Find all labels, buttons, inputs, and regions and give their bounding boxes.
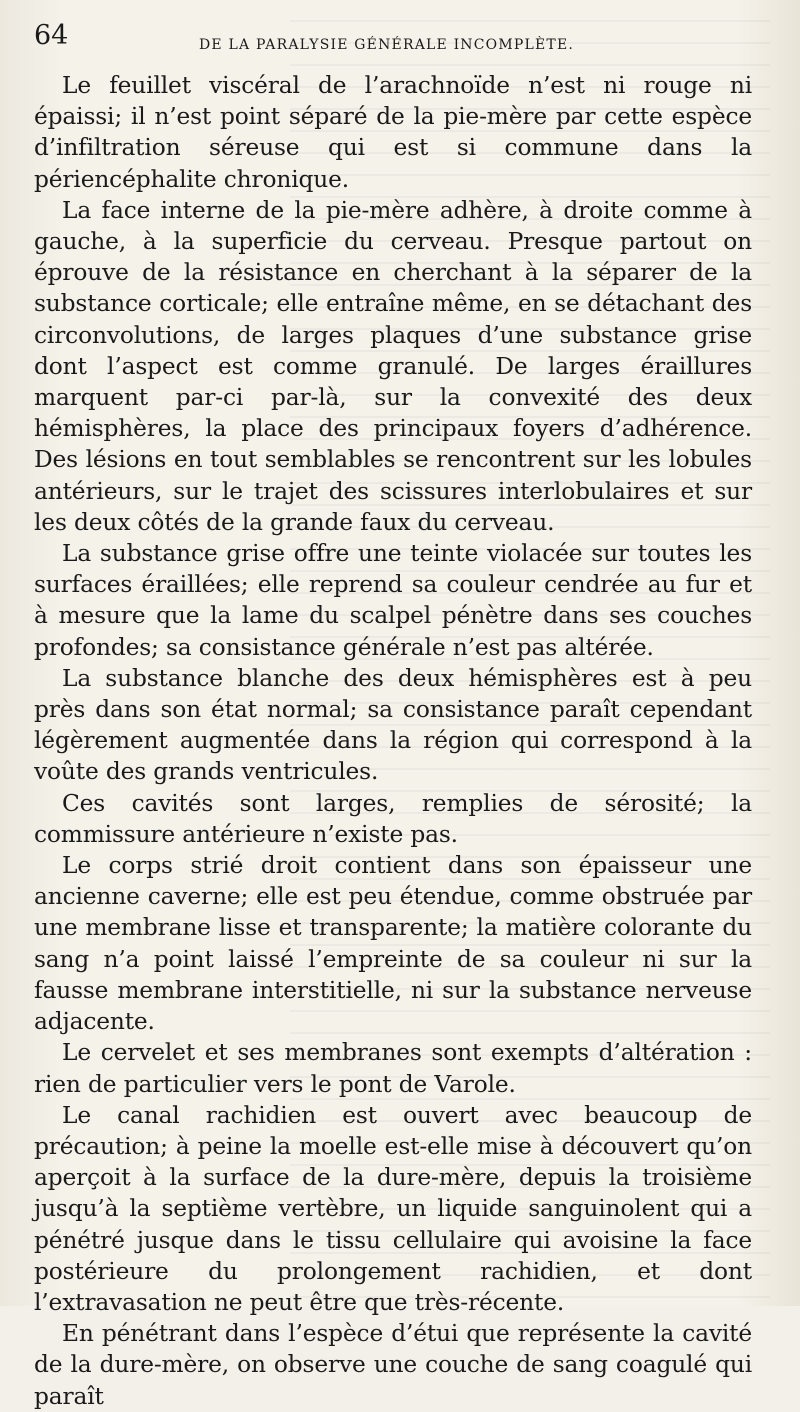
page-number: 64 <box>34 20 69 51</box>
paragraph: La face interne de la pie-mère adhère, à droite comme à gauche, à la superficie du cerveau. Presque partout on éprouve de la résistance en cherchant à la séparer de la substance corticale; elle entraîne même, en se détachant des circonvolutions, de larges plaques d’une substance grise dont l’aspect est comme granulé. De larges éraillures marquent par-ci par-là, sur la convexité des deux hémisphères, la place des principaux foyers d’adhérence. Des lésions en tout semblables se rencontrent sur les lobules antérieurs, sur le trajet des scissures interlobulaires et sur les deux côtés de la grande faux du cerveau. <box>34 196 752 536</box>
body-text <box>34 70 752 1412</box>
paragraph: Le canal rachidien est ouvert avec beaucoup de précaution; à peine la moelle est-elle mise à découvert qu’on aperçoit à la surface de la dure-mère, depuis la troisième jusqu’à la septième vertèbre, un liquide sanguinolent qui a pénétré jusque dans le tissu cellulaire qui avoisine la face postérieure du prolongement rachidien, et dont l’extravasation ne peut être que très-récente. <box>34 1101 752 1316</box>
paragraph: Ces cavités sont larges, remplies de sérosité; la commissure antérieure n’existe pas. <box>34 789 752 848</box>
page-header <box>34 20 760 70</box>
paragraph: Le corps strié droit contient dans son épaisseur une ancienne caverne; elle est peu étendue, comme obstruée par une membrane lisse et transparente; la matière colorante du sang n’a point laissé l’empreinte de sa couleur ni sur la fausse membrane interstitielle, ni sur la substance nerveuse adjacente. <box>34 852 752 1036</box>
paragraph: En pénétrant dans l’espèce d’étui que représente la cavité de la dure-mère, on observe une couche de sang coagulé qui paraît <box>34 1320 752 1410</box>
paragraph: La substance blanche des deux hémisphères est à peu près dans son état normal; sa consistance paraît cependant légèrement augmentée dans la région qui correspond à la voûte des grands ventricules. <box>34 664 752 786</box>
running-title: DE LA PARALYSIE GÉNÉRALE INCOMPLÈTE. <box>199 37 575 53</box>
paragraph: La substance grise offre une teinte violacée sur toutes les surfaces éraillées; elle reprend sa couleur cendrée au fur et à mesure que la lame du scalpel pénètre dans ses couches profondes; sa consistance générale n’est pas altérée. <box>34 540 752 661</box>
paragraph: Le cervelet et ses membranes sont exempts d’altération : rien de particulier vers le pont de Varole. <box>34 1039 752 1098</box>
paragraph: Le feuillet viscéral de l’arachnoïde n’est ni rouge ni épaissi; il n’est point séparé de la pie-mère par cette espèce d’infiltration séreuse qui est si commune dans la périencéphalite chronique. <box>34 72 752 193</box>
